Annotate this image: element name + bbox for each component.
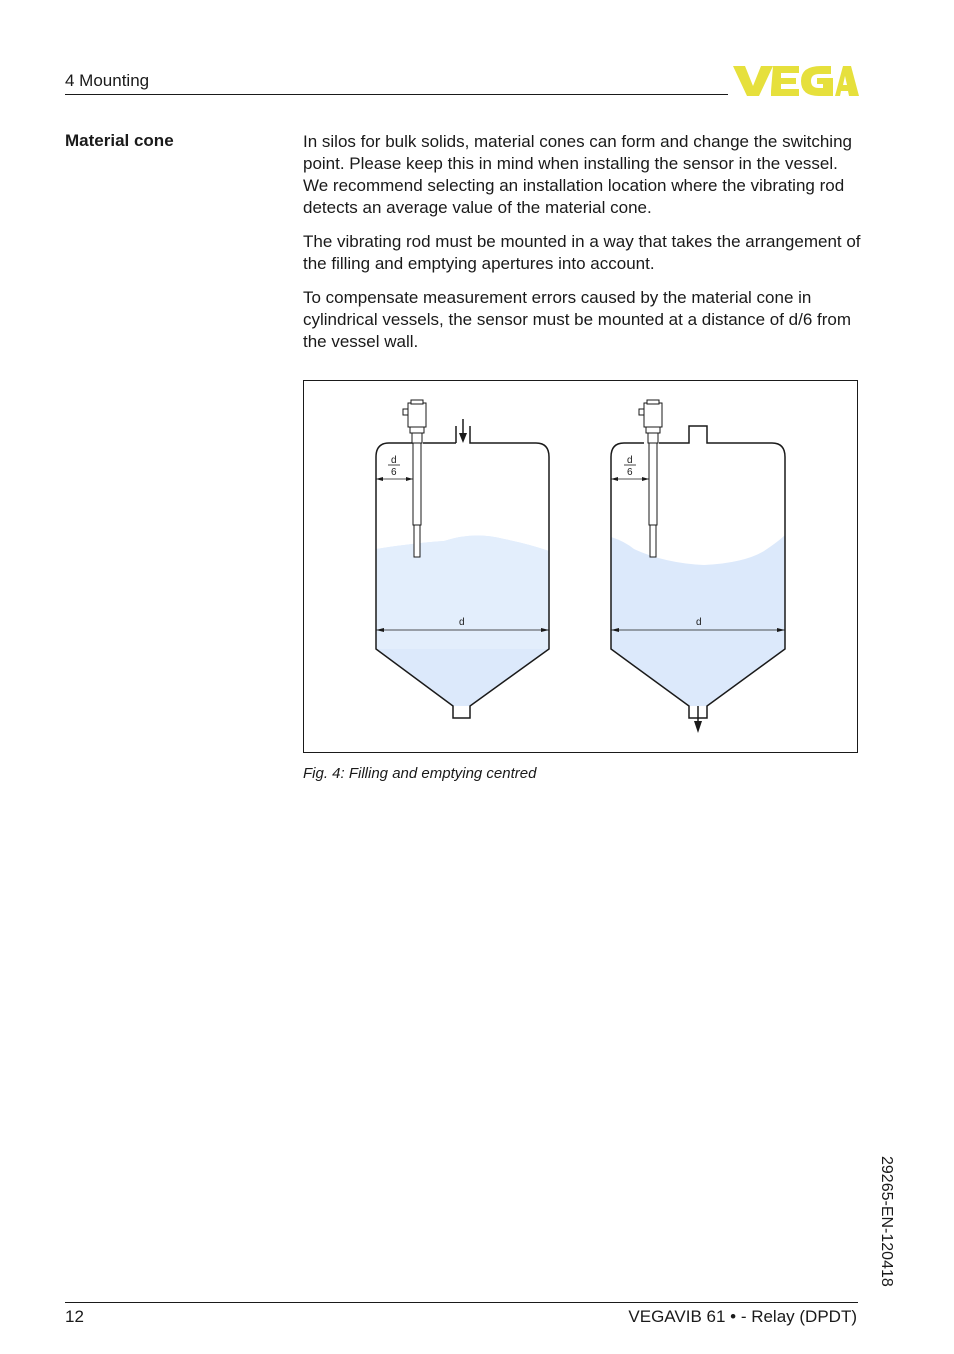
figure-caption: Fig. 4: Filling and emptying centred <box>303 765 537 782</box>
right-d6-dimension <box>611 455 649 481</box>
vessel-diagram <box>304 381 857 752</box>
filling-arrow <box>459 419 467 443</box>
right-diameter-label: d <box>696 617 702 628</box>
section-header: 4 Mounting <box>65 71 150 90</box>
header-rule <box>65 94 728 95</box>
left-d6-bottom: 6 <box>391 467 397 478</box>
side-heading: Material cone <box>65 131 174 150</box>
emptying-arrow <box>694 706 702 733</box>
page-number: 12 <box>65 1307 84 1326</box>
right-d6-bottom: 6 <box>627 467 633 478</box>
vega-logo <box>733 64 859 98</box>
paragraph: To compensate measurement errors caused by the material cone in cylindrical vessels, the sensor must be mounted at a distance of d/6 from the vessel wall. <box>303 288 852 351</box>
figure <box>303 380 858 753</box>
left-d6-top: d <box>391 455 397 466</box>
paragraph: The vibrating rod must be mounted in a way that takes the arrangement of the filling and emptying apertures into account. <box>303 232 861 273</box>
document-id: 29265-EN-120418 <box>878 1156 895 1287</box>
paragraph: In silos for bulk solids, material cones can form and change the switching point. Please keep this in mind when installing the sensor in the vessel. We recommend selecting an installation location where the vibrating rod detects an average value of the material cone. <box>303 132 852 217</box>
body-text <box>303 131 863 365</box>
left-d6-dimension <box>376 455 413 481</box>
product-name: VEGAVIB 61 • - Relay (DPDT) <box>628 1307 857 1326</box>
left-fill-top <box>376 535 549 649</box>
right-vessel <box>611 400 785 733</box>
left-diameter-label: d <box>459 617 465 628</box>
left-vessel <box>376 400 549 718</box>
right-d6-top: d <box>627 455 633 466</box>
footer-rule <box>65 1302 858 1303</box>
